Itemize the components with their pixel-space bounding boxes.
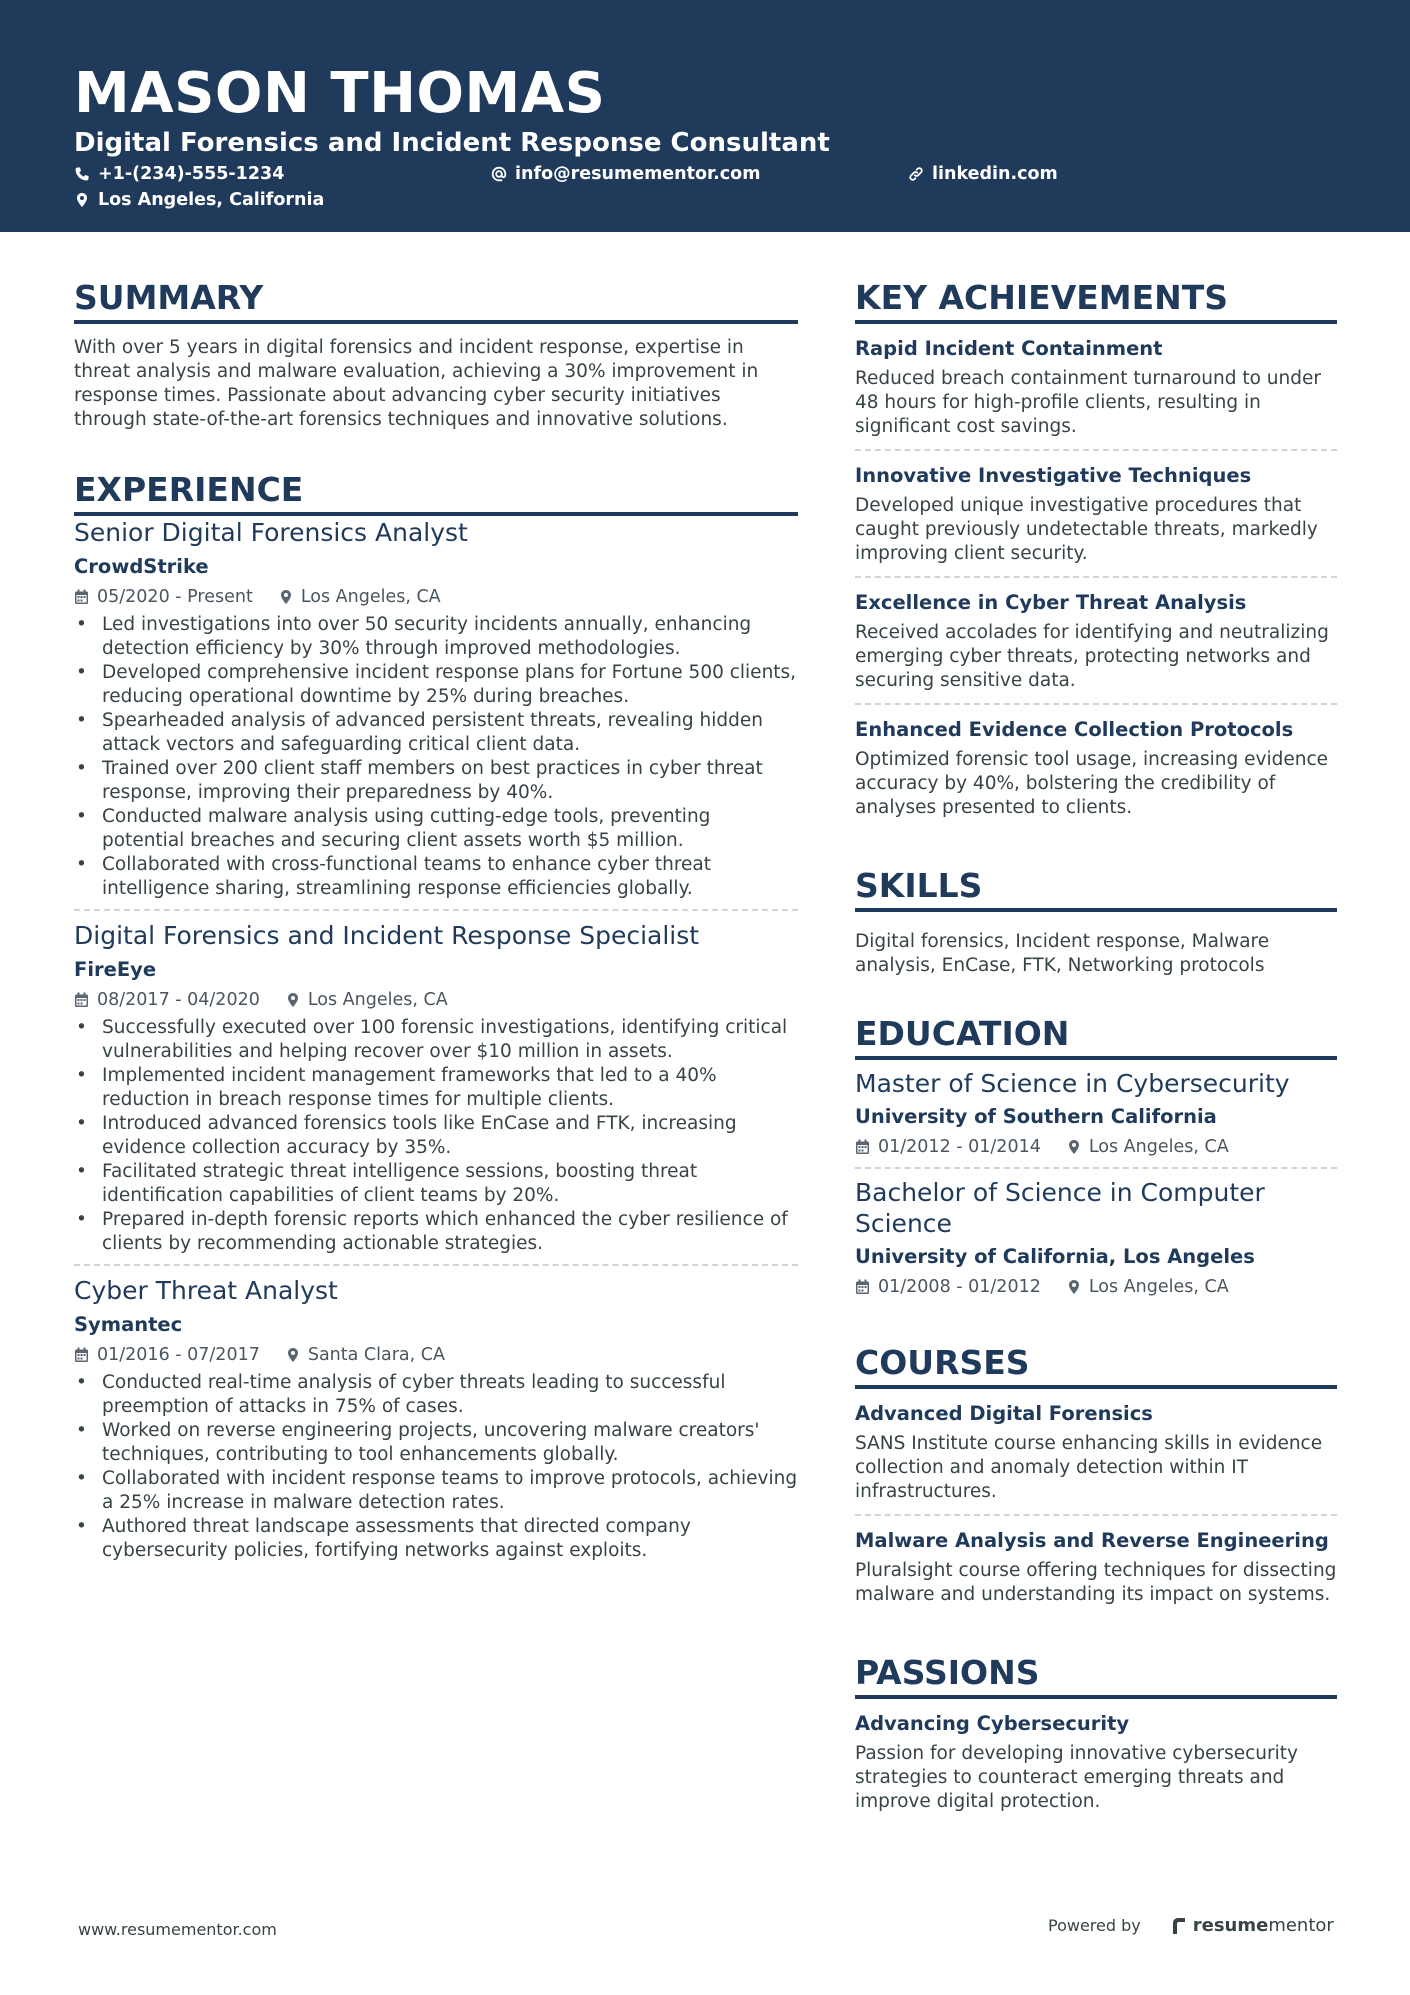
company-name: Symantec: [74, 1313, 183, 1336]
job-bullets: [74, 613, 798, 901]
achievements-heading: KEY ACHIEVEMENTS: [855, 278, 1337, 324]
job-title: Digital Forensics and Incident Response Specialist: [74, 921, 700, 950]
education-location: [1067, 1135, 1229, 1159]
achievement-title: Innovative Investigative Techniques: [855, 464, 1252, 487]
contact-linkedin[interactable]: [908, 162, 1058, 186]
job-bullet: • Collaborated with cross-functional teams to enhance cyber threat intelligence sharing, streamlining response efficiencies globally.: [74, 853, 798, 901]
experience-heading: EXPERIENCE: [74, 470, 798, 516]
summary-section: [74, 278, 798, 432]
education-location: [1067, 1275, 1229, 1299]
job-location-text: Santa Clara, CA: [307, 1345, 445, 1365]
job-title: Senior Digital Forensics Analyst: [74, 518, 468, 547]
skills-text: Digital forensics, Incident response, Malware analysis, EnCase, FTK, Networking protocols: [855, 931, 1270, 976]
education-item: [855, 1060, 1337, 1167]
calendar-icon: [855, 1279, 870, 1295]
education-dates: [855, 1135, 1041, 1159]
achievements-section: [855, 278, 1337, 830]
education-location-text: Los Angeles, CA: [1088, 1137, 1229, 1157]
at-icon: [491, 166, 507, 182]
job-bullet: • Collaborated with incident response teams to improve protocols, achieving a 25% increase in malware detection rates.: [74, 1467, 798, 1515]
education-school: University of California, Los Angeles: [855, 1245, 1255, 1268]
job-dates-text: 01/2016 - 07/2017: [97, 1345, 260, 1365]
left-column: [74, 278, 798, 1571]
course-title: Malware Analysis and Reverse Engineering: [855, 1529, 1329, 1552]
job-bullet: • Worked on reverse engineering projects, uncovering malware creators' techniques, contributing to tool enhancements globally.: [74, 1419, 798, 1467]
calendar-icon: [74, 1347, 89, 1363]
calendar-icon: [855, 1139, 870, 1155]
achievement-title: Enhanced Evidence Collection Protocols: [855, 718, 1294, 741]
job-location: [286, 988, 448, 1012]
job-title: Cyber Threat Analyst: [74, 1276, 338, 1305]
course-item: [855, 1514, 1337, 1617]
brand-logo[interactable]: [1171, 1914, 1334, 1938]
job-entry: [74, 516, 798, 909]
achievement-desc: Received accolades for identifying and neutralizing emerging cyber threats, protecting networks and securing sensitive data.: [855, 622, 1329, 691]
job-bullet: • Trained over 200 client staff members on best practices in cyber threat response, improving their preparedness by 40%.: [74, 757, 798, 805]
linkedin-text: linkedin.com: [932, 164, 1058, 184]
job-dates: [74, 988, 260, 1012]
education-location-text: Los Angeles, CA: [1088, 1277, 1229, 1297]
job-dates-text: 05/2020 - Present: [97, 587, 253, 607]
achievement-desc: Optimized forensic tool usage, increasing evidence accuracy by 40%, bolstering the credibility of analyses presented to clients.: [855, 749, 1328, 818]
achievement-item: [855, 576, 1337, 703]
education-heading: EDUCATION: [855, 1014, 1337, 1060]
achievement-title: Rapid Incident Containment: [855, 337, 1163, 360]
job-location-text: Los Angeles, CA: [307, 990, 448, 1010]
location-pin-icon: [279, 589, 293, 605]
summary-heading: SUMMARY: [74, 278, 798, 324]
achievement-desc: Developed unique investigative procedures that caught previously undetectable threats, markedly improving client security.: [855, 495, 1318, 564]
job-meta: [74, 988, 798, 1012]
job-meta: [74, 585, 798, 609]
job-location-text: Los Angeles, CA: [300, 587, 441, 607]
location-pin-icon: [1067, 1279, 1081, 1295]
job-bullets: [74, 1371, 798, 1563]
resume-header: [0, 0, 1410, 232]
course-desc: Pluralsight course offering techniques for dissecting malware and understanding its impact on systems.: [855, 1560, 1337, 1605]
job-location: [279, 585, 441, 609]
education-meta: [855, 1135, 1337, 1159]
job-entry: [74, 1264, 798, 1571]
location-text: Los Angeles, California: [98, 190, 325, 210]
courses-heading: COURSES: [855, 1343, 1337, 1389]
right-column: [855, 278, 1337, 1824]
job-meta: [74, 1343, 798, 1367]
summary-text: With over 5 years in digital forensics and incident response, expertise in threat analysis and malware evaluation, achieving a 30% improvement in response times. Passionate about advancing cyber security initiatives through state-of-the-art forensics techniques and innovative solutions.: [74, 337, 759, 430]
job-bullet: • Successfully executed over 100 forensic investigations, identifying critical vulnerabilities and helping recover over $10 million in assets.: [74, 1016, 798, 1064]
calendar-icon: [74, 589, 89, 605]
link-icon: [908, 166, 924, 182]
course-item: [855, 1389, 1337, 1514]
brand-name-part1: resume: [1192, 1915, 1269, 1936]
location-pin-icon: [286, 992, 300, 1008]
experience-section: [74, 470, 798, 1571]
job-entry: [74, 909, 798, 1264]
job-bullet: • Conducted malware analysis using cutting-edge tools, preventing potential breaches and securing client assets worth $5 million.: [74, 805, 798, 853]
contact-location: [74, 188, 324, 212]
brand-name-part2: mentor: [1268, 1915, 1334, 1936]
passion-desc: Passion for developing innovative cybersecurity strategies to counteract emerging threats and improve digital protection.: [855, 1743, 1298, 1812]
calendar-icon: [74, 992, 89, 1008]
achievement-item: [855, 449, 1337, 576]
candidate-name: MASON THOMAS: [74, 61, 606, 126]
passions-section: [855, 1653, 1337, 1824]
achievement-title: Excellence in Cyber Threat Analysis: [855, 591, 1247, 614]
job-dates: [74, 1343, 260, 1367]
email-text: info@resumementor.com: [515, 164, 761, 184]
skills-heading: SKILLS: [855, 866, 1337, 912]
resumementor-logo-icon: [1171, 1917, 1187, 1935]
education-degree: Master of Science in Cybersecurity: [855, 1069, 1290, 1098]
courses-section: [855, 1343, 1337, 1617]
job-bullets: [74, 1016, 798, 1256]
passions-heading: PASSIONS: [855, 1653, 1337, 1699]
contact-email[interactable]: [491, 162, 760, 186]
job-bullet: • Facilitated strategic threat intelligence sessions, boosting threat identification capabilities of client teams by 20%.: [74, 1160, 798, 1208]
job-bullet: • Conducted real-time analysis of cyber threats leading to successful preemption of attacks in 75% of cases.: [74, 1371, 798, 1419]
job-bullet: • Prepared in-depth forensic reports which enhanced the cyber resilience of clients by recommending actionable strategies.: [74, 1208, 798, 1256]
education-dates-text: 01/2008 - 01/2012: [878, 1277, 1041, 1297]
job-bullet: • Authored threat landscape assessments that directed company cybersecurity policies, fortifying networks against exploits.: [74, 1515, 798, 1563]
job-location: [286, 1343, 445, 1367]
skills-section: [855, 866, 1337, 978]
education-section: [855, 1014, 1337, 1307]
passion-item: [855, 1699, 1337, 1824]
job-bullet: • Developed comprehensive incident response plans for Fortune 500 clients, reducing operational downtime by 25% during breaches.: [74, 661, 798, 709]
phone-text: +1-(234)-555-1234: [98, 164, 285, 184]
job-bullet: • Introduced advanced forensics tools like EnCase and FTK, increasing evidence collection accuracy by 35%.: [74, 1112, 798, 1160]
course-desc: SANS Institute course enhancing skills in evidence collection and anomaly detection within IT infrastructures.: [855, 1433, 1323, 1502]
footer-branding: [1048, 1914, 1334, 1938]
location-pin-icon: [1067, 1139, 1081, 1155]
contact-phone: [74, 162, 284, 186]
passion-title: Advancing Cybersecurity: [855, 1712, 1130, 1735]
job-bullet: • Implemented incident management frameworks that led to a 40% reduction in breach response times for multiple clients.: [74, 1064, 798, 1112]
education-degree: Bachelor of Science in Computer Science: [855, 1178, 1265, 1238]
company-name: CrowdStrike: [74, 555, 209, 578]
education-dates: [855, 1275, 1041, 1299]
candidate-title: Digital Forensics and Incident Response Consultant: [74, 128, 830, 158]
location-pin-icon: [74, 192, 90, 208]
achievement-item: [855, 703, 1337, 830]
company-name: FireEye: [74, 958, 157, 981]
achievement-desc: Reduced breach containment turnaround to under 48 hours for high-profile clients, resulting in significant cost savings.: [855, 368, 1321, 437]
job-dates-text: 08/2017 - 04/2020: [97, 990, 260, 1010]
powered-by-text: Powered by: [1048, 1916, 1141, 1935]
footer-website[interactable]: www.resumementor.com: [78, 1920, 277, 1939]
phone-icon: [74, 166, 90, 182]
location-pin-icon: [286, 1347, 300, 1363]
education-item: [855, 1167, 1337, 1307]
education-school: University of Southern California: [855, 1105, 1217, 1128]
job-bullet: • Spearheaded analysis of advanced persistent threats, revealing hidden attack vectors and safeguarding critical client data.: [74, 709, 798, 757]
job-dates: [74, 585, 253, 609]
job-bullet: • Led investigations into over 50 security incidents annually, enhancing detection efficiency by 30% through improved methodologies.: [74, 613, 798, 661]
education-dates-text: 01/2012 - 01/2014: [878, 1137, 1041, 1157]
course-title: Advanced Digital Forensics: [855, 1402, 1153, 1425]
education-meta: [855, 1275, 1337, 1299]
achievement-item: [855, 324, 1337, 449]
